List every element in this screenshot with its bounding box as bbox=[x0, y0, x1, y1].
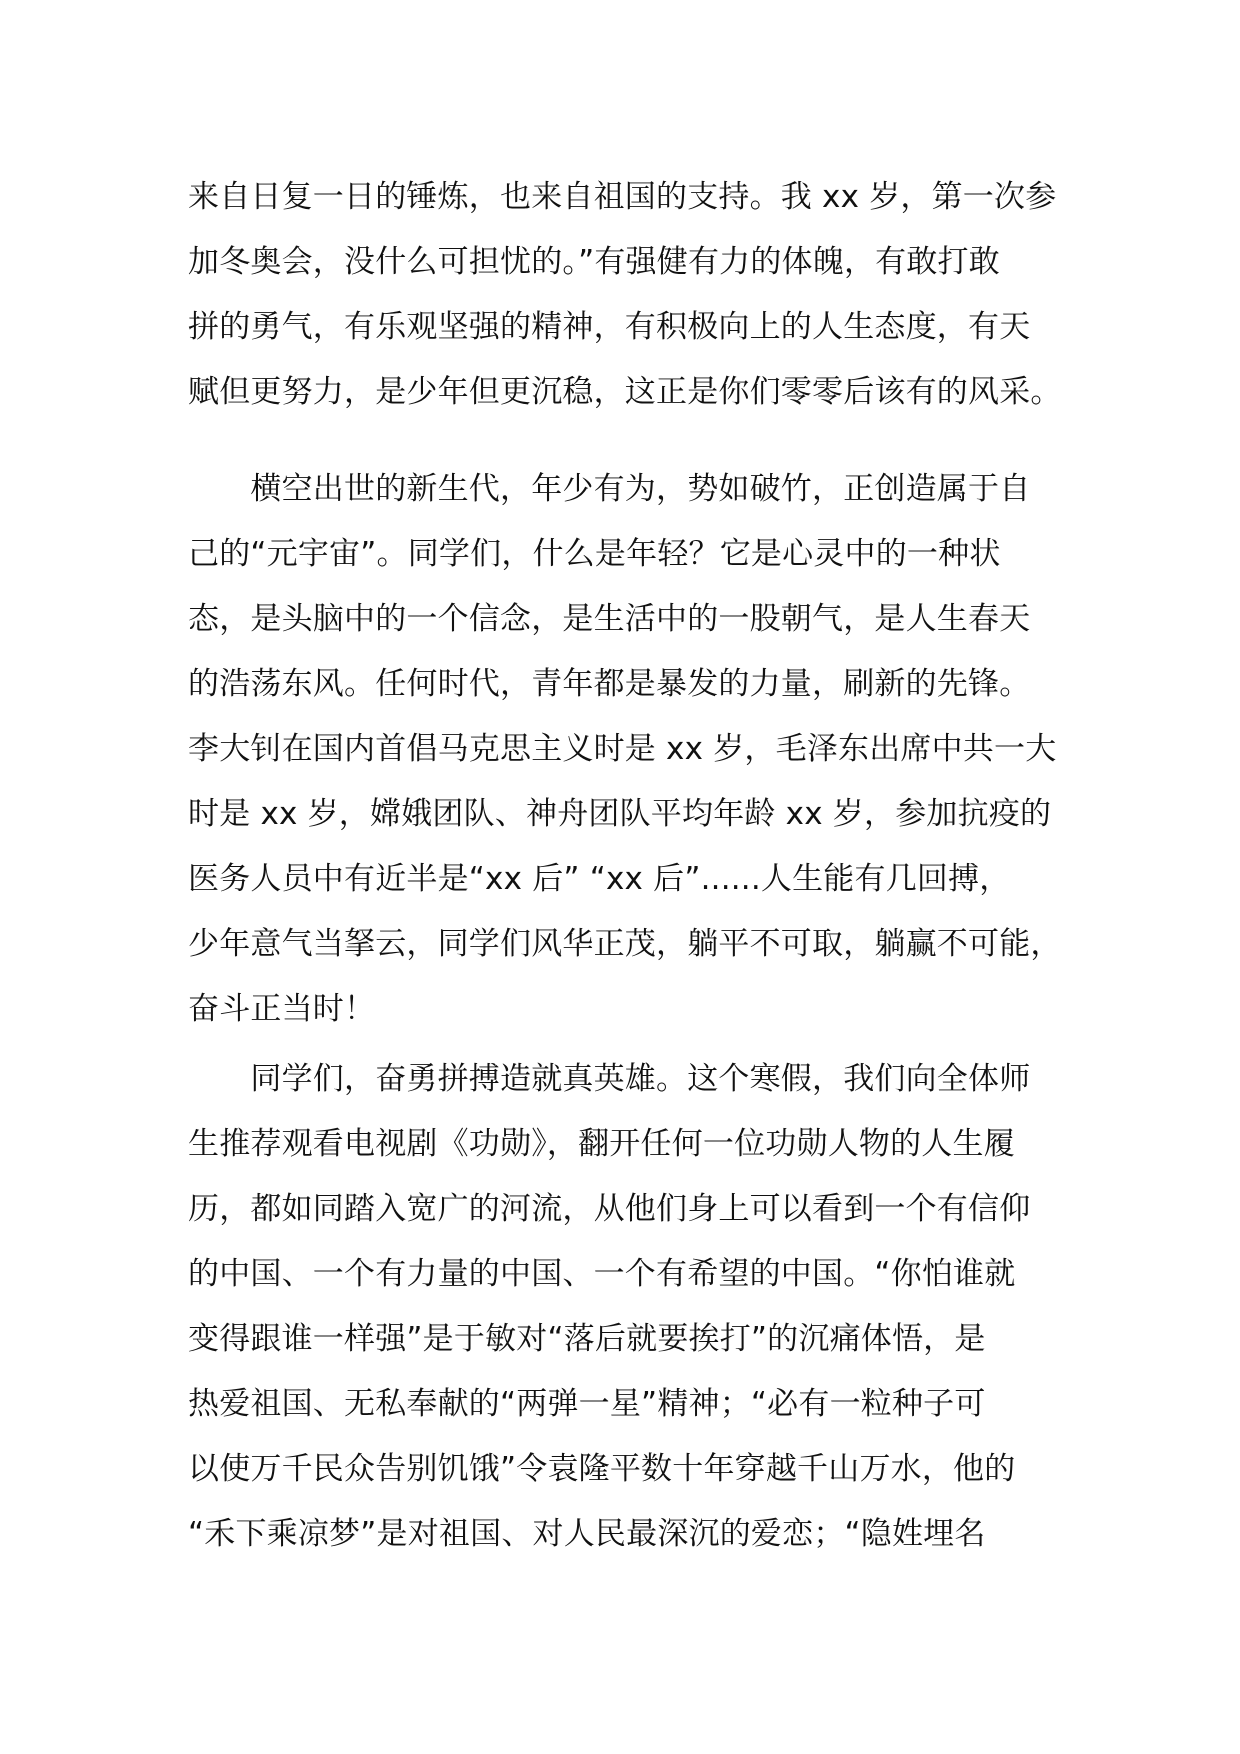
paragraph-2 bbox=[188, 457, 1088, 1042]
text-line: 少年意气当拏云，同学们风华正茂，躺平不可取，躺赢不可能， bbox=[188, 926, 1062, 962]
text-line: “禾下乘凉梦”是对祖国、对人民最深沉的爱恋；“隐姓埋名 bbox=[188, 1516, 986, 1552]
text-line: 拼的勇气，有乐观坚强的精神，有积极向上的人生态度，有天 bbox=[188, 309, 1031, 345]
text-line: 以使万千民众告别饥饿”令袁隆平数十年穿越千山万水，他的 bbox=[188, 1451, 1016, 1487]
text-line: 生推荐观看电视剧《功勋》，翻开任何一位功勋人物的人生履 bbox=[188, 1126, 1015, 1162]
text-line: 医务人员中有近半是“xx 后” “xx 后”......人生能有几回搏， bbox=[188, 861, 1011, 897]
text-line: 赋但更努力，是少年但更沉稳，这正是你们零零后该有的风采。 bbox=[188, 374, 1062, 410]
text-line: 同学们，奋勇拼搏造就真英雄。这个寒假，我们向全体师 bbox=[188, 1061, 1031, 1097]
text-line: 历，都如同踏入宽广的河流，从他们身上可以看到一个有信仰 bbox=[188, 1191, 1031, 1227]
text-line: 横空出世的新生代，年少有为，势如破竹，正创造属于自 bbox=[188, 471, 1031, 507]
text-line: 己的“元宇宙”。同学们，什么是年轻？它是心灵中的一种状 bbox=[188, 536, 1001, 572]
paragraph-3 bbox=[188, 1047, 1088, 1567]
text-line: 加冬奥会，没什么可担忧的。”有强健有力的体魄，有敢打敢 bbox=[188, 244, 1000, 280]
text-line: 的中国、一个有力量的中国、一个有希望的中国。“你怕谁就 bbox=[188, 1256, 1016, 1292]
paragraph-1 bbox=[188, 165, 1088, 425]
text-line: 热爱祖国、无私奉献的“两弹一星”精神；“必有一粒种子可 bbox=[188, 1386, 986, 1422]
text-line: 变得跟谁一样强”是于敏对“落后就要挨打”的沉痛体悟，是 bbox=[188, 1321, 986, 1357]
text-line: 的浩荡东风。任何时代，青年都是暴发的力量，刷新的先锋。 bbox=[188, 666, 1031, 702]
text-line: 时是 xx 岁，嫦娥团队、神舟团队平均年龄 xx 岁，参加抗疫的 bbox=[188, 796, 1052, 832]
text-line: 李大钊在国内首倡马克思主义时是 xx 岁，毛泽东出席中共一大 bbox=[188, 731, 1057, 767]
text-line: 来自日复一日的锤炼，也来自祖国的支持。我 xx 岁，第一次参 bbox=[188, 179, 1057, 215]
text-line: 态，是头脑中的一个信念，是生活中的一股朝气，是人生春天 bbox=[188, 601, 1031, 637]
text-line: 奋斗正当时！ bbox=[188, 991, 376, 1027]
